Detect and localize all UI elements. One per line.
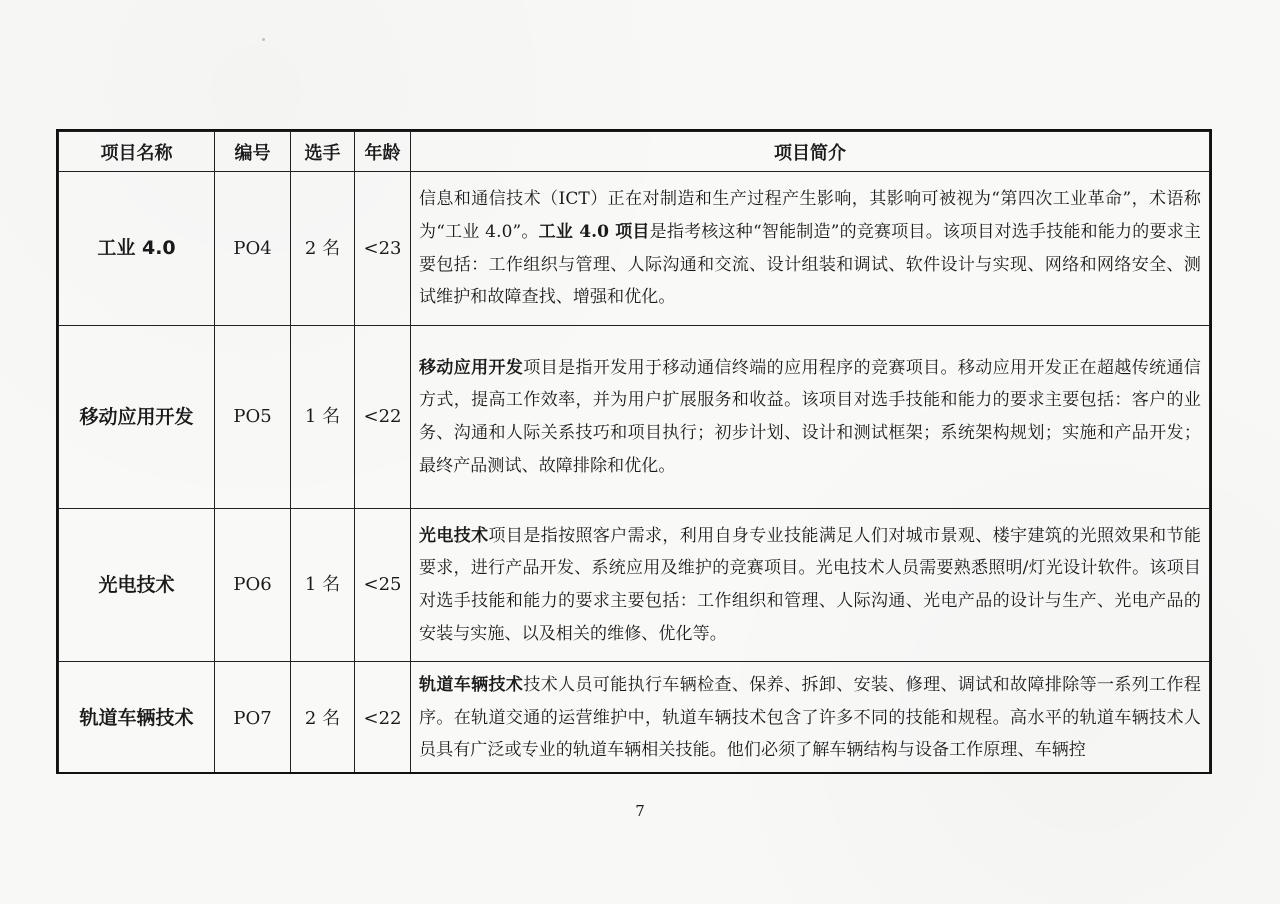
header-contestants: 选手 [291,132,355,172]
project-code-cell: PO4 [215,172,291,326]
description-text: 技术人员可能执行车辆检查、保养、拆卸、安装、修理、调试和故障排除等一系列工作程序。在轨道交通的运营维护中，轨道车辆技术包含了许多不同的技能和规程。高水平的轨道车辆技术人员具有广泛或专业的轨道车辆相关技能。他们必须了解车辆结构与设备工作原理、车辆控 [419,675,1201,761]
project-table-container [56,129,1212,774]
description-lead: 移动应用开发 [419,357,524,378]
age-limit-cell: <23 [355,172,411,326]
header-age: 年龄 [355,132,411,172]
project-description-cell [411,509,1210,662]
age-limit-cell: <22 [355,326,411,509]
scan-dust-mark [262,38,265,41]
project-code-cell: PO6 [215,509,291,662]
table-header-row [59,132,1210,172]
description-block [419,669,1201,767]
project-description-cell [411,172,1210,326]
project-description-cell [411,662,1210,775]
description-prefix: 信息和通信技术（ICT）正在对制造和生产过程产生影响，其影响可被视为“第四次工业革命”，术语称为“工业 4.0”。 [419,189,1201,242]
description-lead: 轨道车辆技术 [419,675,524,695]
project-code-cell: PO7 [215,662,291,775]
project-name-cell: 轨道车辆技术 [59,662,215,775]
table-row [59,509,1210,662]
project-name-cell: 工业 4.0 [59,172,215,326]
contestant-count-cell: 1 名 [291,509,355,662]
description-lead: 工业 4.0 项目 [538,221,650,242]
table-row [59,172,1210,326]
project-description-cell [411,326,1210,509]
description-lead: 光电技术 [419,525,489,546]
header-description: 项目简介 [411,132,1210,172]
project-code-cell: PO5 [215,326,291,509]
description-text: 项目是指按照客户需求，利用自身专业技能满足人们对城市景观、楼宇建筑的光照效果和节能要求，进行产品开发、系统应用及维护的竞赛项目。光电技术人员需要熟悉照明/灯光设计软件。该项目对选手技能和能力的要求主要包括：工作组织和管理、人际沟通、光电产品的设计与生产、光电产品的安装与实施、以及相关的维修、优化等。 [419,525,1201,644]
header-code: 编号 [215,132,291,172]
table-row [59,662,1210,775]
contestant-count-cell: 2 名 [291,172,355,326]
contestant-count-cell: 2 名 [291,662,355,775]
age-limit-cell: <25 [355,509,411,662]
project-name-cell: 移动应用开发 [59,326,215,509]
project-table [58,131,1210,774]
contestant-count-cell: 1 名 [291,326,355,509]
description-text: 项目是指开发用于移动通信终端的应用程序的竞赛项目。移动应用开发正在超越传统通信方式，提高工作效率，并为用户扩展服务和收益。该项目对选手技能和能力的要求主要包括：客户的业务、沟通和人际关系技巧和项目执行；初步计划、设计和测试框架；系统架构规划；实施和产品开发；最终产品测试、故障排除和优化。 [419,357,1201,476]
age-limit-cell: <22 [355,662,411,775]
header-project-name: 项目名称 [59,132,215,172]
project-name-cell: 光电技术 [59,509,215,662]
table-row [59,326,1210,509]
description-text: 是指考核这种“智能制造”的竞赛项目。该项目对选手技能和能力的要求主要包括：工作组织与管理、人际沟通和交流、设计组装和调试、软件设计与实现、网络和网络安全、测试维护和故障查找、增强和优化。 [419,221,1202,308]
page-number: 7 [635,802,645,820]
